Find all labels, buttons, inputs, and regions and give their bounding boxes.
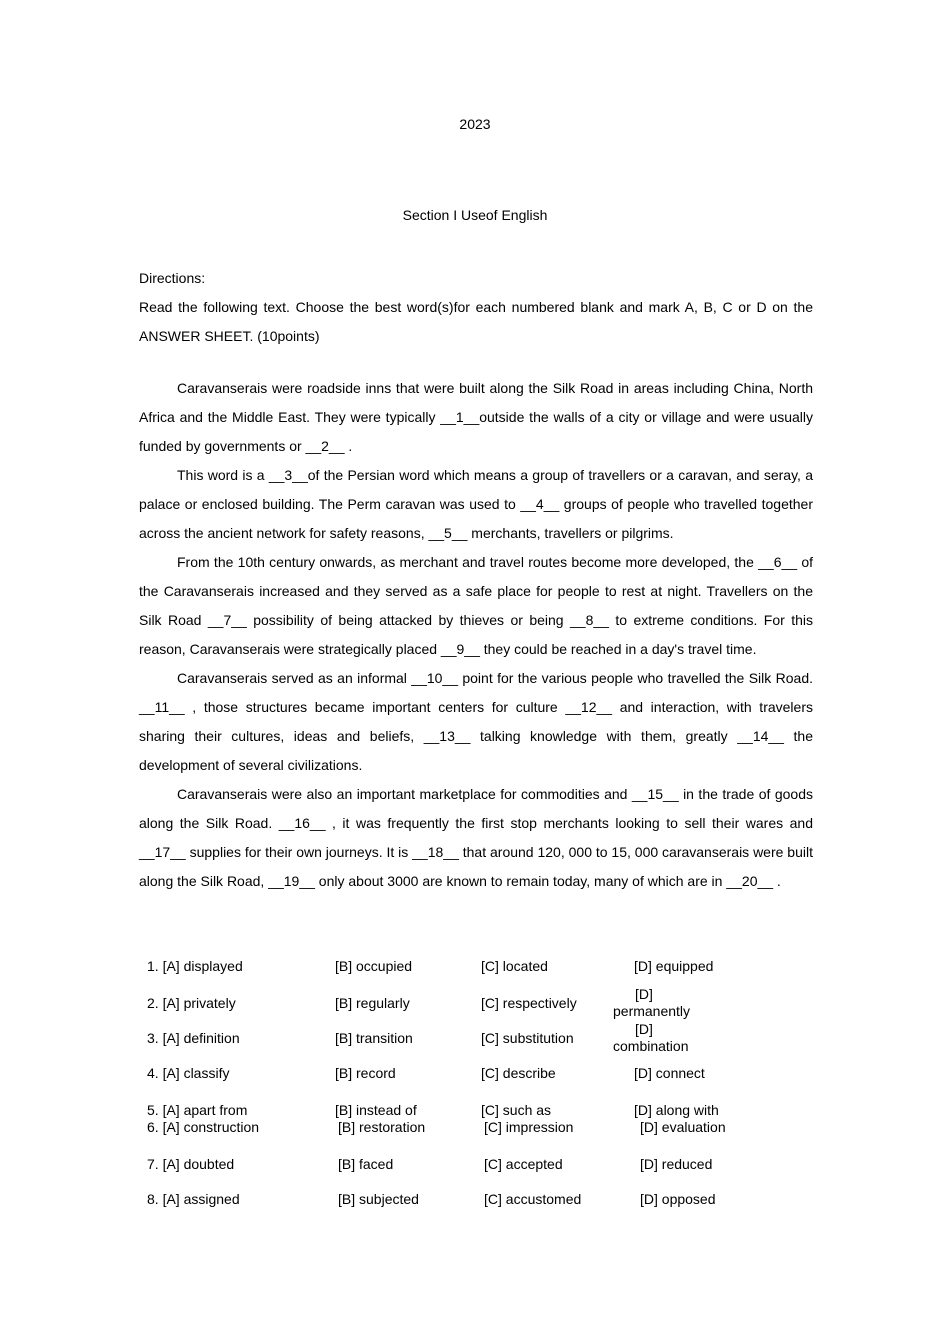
option-c: [C] accustomed (484, 1191, 582, 1207)
option-b: [B] record (335, 1065, 396, 1081)
option-a: 3. [A] definition (147, 1030, 240, 1046)
option-d: [D] evaluation (640, 1119, 726, 1135)
section-title: Section I Useof English (402, 207, 548, 223)
option-c: [C] such as (481, 1102, 552, 1118)
option-b: [B] subjected (338, 1191, 419, 1207)
option-b: [B] transition (335, 1030, 413, 1046)
option-a: 7. [A] doubted (147, 1156, 235, 1172)
option-b: [B] regularly (335, 995, 410, 1011)
option-b: [B] faced (338, 1156, 394, 1172)
option-a: 1. [A] displayed (147, 958, 243, 974)
option-d: [D] connect (634, 1065, 705, 1081)
option-a: 8. [A] assigned (147, 1191, 240, 1207)
passage-paragraph: This word is a __3__of the Persian word which means a group of travellers or a caravan, and seray, a palace or enclosed building. The Perm caravan was used to __4__ groups of people who travelled together across the ancient network for safety reasons, __5__ merchants, travellers or pilgrims. (139, 467, 813, 541)
option-d-word: combination (613, 1038, 689, 1054)
option-c: [C] located (481, 958, 548, 974)
option-d-label: [D] (635, 986, 653, 1002)
option-d-label: [D] (635, 1021, 653, 1037)
passage-paragraph: From the 10th century onwards, as merchant and travel routes become more developed, the __6__ of the Caravanserais increased and they served as a safe place for people to rest at night. Travellers on the Silk Road __7__ possibility of being attacked by thieves or being __8__ to extreme conditions. For this reason, Caravanserais were strategically placed __9__ they could be reached in a day's travel time. (139, 554, 813, 657)
exam-year: 2023 (459, 116, 491, 132)
option-c: [C] respectively (481, 995, 577, 1011)
directions-label: Directions: (139, 270, 206, 286)
option-c: [C] impression (484, 1119, 574, 1135)
option-d-word: permanently (613, 1003, 691, 1019)
option-c: [C] describe (481, 1065, 556, 1081)
passage-paragraph: Caravanserais were roadside inns that were built along the Silk Road in areas including China, North Africa and the Middle East. They were typically __1__outside the walls of a city or village and were usually funded by governments or __2__ . (139, 380, 813, 454)
option-d: [D] along with (634, 1102, 719, 1118)
option-d: [D] equipped (634, 958, 714, 974)
option-b: [B] instead of (335, 1102, 417, 1118)
option-b: [B] restoration (338, 1119, 426, 1135)
option-c: [C] accepted (484, 1156, 563, 1172)
directions (139, 264, 813, 351)
option-a: 2. [A] privately (147, 995, 236, 1011)
option-a: 5. [A] apart from (147, 1102, 248, 1118)
option-a: 6. [A] construction (147, 1119, 260, 1135)
option-d: [D] opposed (640, 1191, 716, 1207)
option-c: [C] substitution (481, 1030, 574, 1046)
option-a: 4. [A] classify (147, 1065, 230, 1081)
passage-paragraph: Caravanserais served as an informal __10__ point for the various people who travelled the Silk Road. __11__ , those structures became important centers for culture __12__ and interaction, with travelers sharing their cultures, ideas and beliefs, __13__ talking knowledge with them, greatly __14__ the development of several civilizations. (139, 670, 813, 773)
passage (139, 374, 813, 896)
option-d: [D] reduced (640, 1156, 713, 1172)
option-b: [B] occupied (335, 958, 413, 974)
passage-paragraph: Caravanserais were also an important marketplace for commodities and __15__ in the trade of goods along the Silk Road. __16__ , it was frequently the first stop merchants looking to sell their wares and __17__ supplies for their own journeys. It is __18__ that around 120, 000 to 15, 000 caravanserais were built along the Silk Road, __19__ only about 3000 are known to remain today, many of which are in __20__ . (139, 786, 813, 889)
directions-body: Read the following text. Choose the best word(s)for each numbered blank and mark A, B, C or D on the ANSWER SHEET. (10points) (139, 299, 813, 344)
